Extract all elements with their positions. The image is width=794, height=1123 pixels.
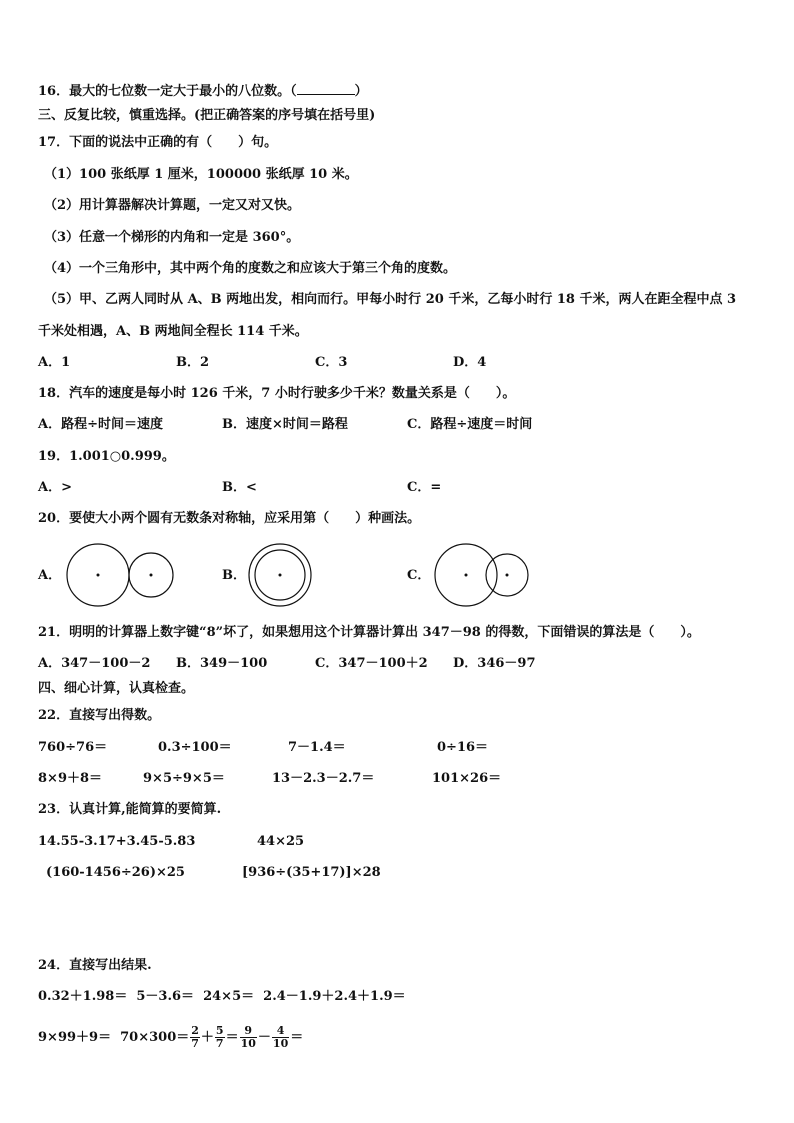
q17-statement-5b: 千米处相遇，A、B 两地间全程长 114 千米。 [38, 324, 308, 339]
minus-sign: － [257, 1030, 271, 1045]
q23-expr-3: (160-1456÷26)×25 [46, 865, 185, 880]
q16-line [38, 82, 368, 100]
q22-expr: 13－2.3－2.7＝ [272, 771, 375, 786]
q18-option-c[interactable]: C．路程÷速度＝时间 [407, 417, 533, 432]
fraction-9-10 [240, 1025, 257, 1050]
denominator: 7 [191, 1037, 199, 1050]
center-dot [506, 574, 509, 577]
q22-expr: 760÷76＝ [38, 740, 108, 755]
q22-expr: 0÷16＝ [437, 740, 489, 755]
denominator: 10 [272, 1037, 289, 1050]
q22-expr: 8×9＋8＝ [38, 771, 103, 786]
q20-stem: 20．要使大小两个圆有无数条对称轴，应采用第（ ）种画法。 [38, 511, 421, 526]
center-dot [97, 574, 100, 577]
figure-a-two-circles [60, 540, 180, 610]
answer-blank[interactable] [297, 82, 355, 95]
q21-stem: 21．明明的计算器上数字键“8”坏了，如果想用这个计算器计算出 347－98 的得数，下面错误的算法是（ ）。 [38, 625, 700, 640]
q23-expr-1: 14.55-3.17+3.45-5.83 [38, 834, 196, 849]
numerator: 5 [215, 1024, 224, 1037]
numerator: 2 [191, 1024, 199, 1037]
q23-expr-4: [936÷(35+17)]×28 [242, 865, 381, 880]
q16-text: 16．最大的七位数一定大于最小的八位数。（ [38, 84, 297, 99]
q20-option-c-label[interactable]: C． [407, 568, 431, 583]
q19-option-c[interactable]: C．= [407, 480, 442, 495]
denominator: 7 [215, 1037, 224, 1050]
center-dot [279, 574, 282, 577]
section-3-heading: 三、反复比较，慎重选择。(把正确答案的序号填在括号里) [38, 108, 376, 123]
q20-option-a-label[interactable]: A． [38, 568, 62, 583]
q24-row-2-text: 9×99＋9＝ 70×300＝ [38, 1030, 190, 1045]
fraction-5-7 [215, 1025, 225, 1050]
q17-statement-4: （4）一个三角形中，其中两个角的度数之和应该大于第三个角的度数。 [44, 261, 457, 276]
q17-statement-1: （1）100 张纸厚 1 厘米，100000 张纸厚 10 米。 [44, 167, 358, 182]
q17-option-a[interactable]: A．1 [38, 355, 71, 370]
q21-option-d[interactable]: D．346－97 [453, 656, 536, 671]
q23-stem: 23．认真计算,能简算的要简算. [38, 802, 222, 817]
q17-option-b[interactable]: B．2 [176, 355, 210, 370]
q22-expr: 7－1.4＝ [288, 740, 346, 755]
equals-sign: ＝ [290, 1030, 304, 1045]
q24-row-2 [38, 1020, 303, 1056]
q23-expr-2: 44×25 [257, 834, 305, 849]
numerator: 9 [240, 1025, 257, 1038]
q19-option-b[interactable]: B．< [222, 480, 257, 495]
q22-expr: 0.3÷100＝ [158, 740, 232, 755]
fraction-4-10 [272, 1025, 289, 1050]
q22-stem: 22．直接写出得数。 [38, 708, 161, 723]
figure-b-concentric-circles [245, 540, 320, 610]
q16-close: ） [354, 84, 368, 99]
q18-option-a[interactable]: A．路程÷时间＝速度 [38, 417, 163, 432]
q17-option-d[interactable]: D．4 [453, 355, 487, 370]
q24-stem: 24．直接写出结果. [38, 958, 152, 973]
equals-sign: ＝ [225, 1030, 239, 1045]
q17-statement-3: （3）任意一个梯形的内角和一定是 360°。 [44, 230, 300, 245]
q17-option-c[interactable]: C．3 [315, 355, 348, 370]
denominator: 10 [240, 1037, 256, 1050]
q21-option-a[interactable]: A．347－100－2 [38, 656, 151, 671]
q19-option-a[interactable]: A．> [38, 480, 72, 495]
q19-stem: 19．1.001○0.999。 [38, 449, 175, 464]
figure-c-overlapping-circles [430, 540, 540, 610]
q22-expr: 9×5÷9×5＝ [143, 771, 225, 786]
numerator: 4 [272, 1025, 289, 1038]
q17-stem: 17．下面的说法中正确的有（ ）句。 [38, 135, 278, 150]
section-4-heading: 四、细心计算，认真检查。 [38, 681, 195, 696]
q21-option-b[interactable]: B．349－100 [176, 656, 268, 671]
plus-sign: ＋ [200, 1030, 214, 1045]
q18-option-b[interactable]: B．速度×时间＝路程 [222, 417, 348, 432]
fraction-2-7 [190, 1025, 200, 1050]
q22-expr: 101×26＝ [432, 771, 502, 786]
q17-statement-2: （2）用计算器解决计算题，一定又对又快。 [44, 198, 301, 213]
q17-statement-5a: （5）甲、乙两人同时从 A、B 两地出发，相向而行。甲每小时行 20 千米，乙每小时行 18 千米，两人在距全程中点 3 [44, 292, 737, 307]
q18-stem: 18．汽车的速度是每小时 126 千米，7 小时行驶多少千米？数量关系是（ ）。 [38, 386, 516, 401]
center-dot [150, 574, 153, 577]
center-dot [465, 574, 468, 577]
q20-option-b-label[interactable]: B． [222, 568, 246, 583]
q24-row-1: 0.32＋1.98＝ 5－3.6＝ 24×5＝ 2.4－1.9＋2.4＋1.9＝ [38, 989, 406, 1004]
q21-option-c[interactable]: C．347－100＋2 [315, 656, 428, 671]
